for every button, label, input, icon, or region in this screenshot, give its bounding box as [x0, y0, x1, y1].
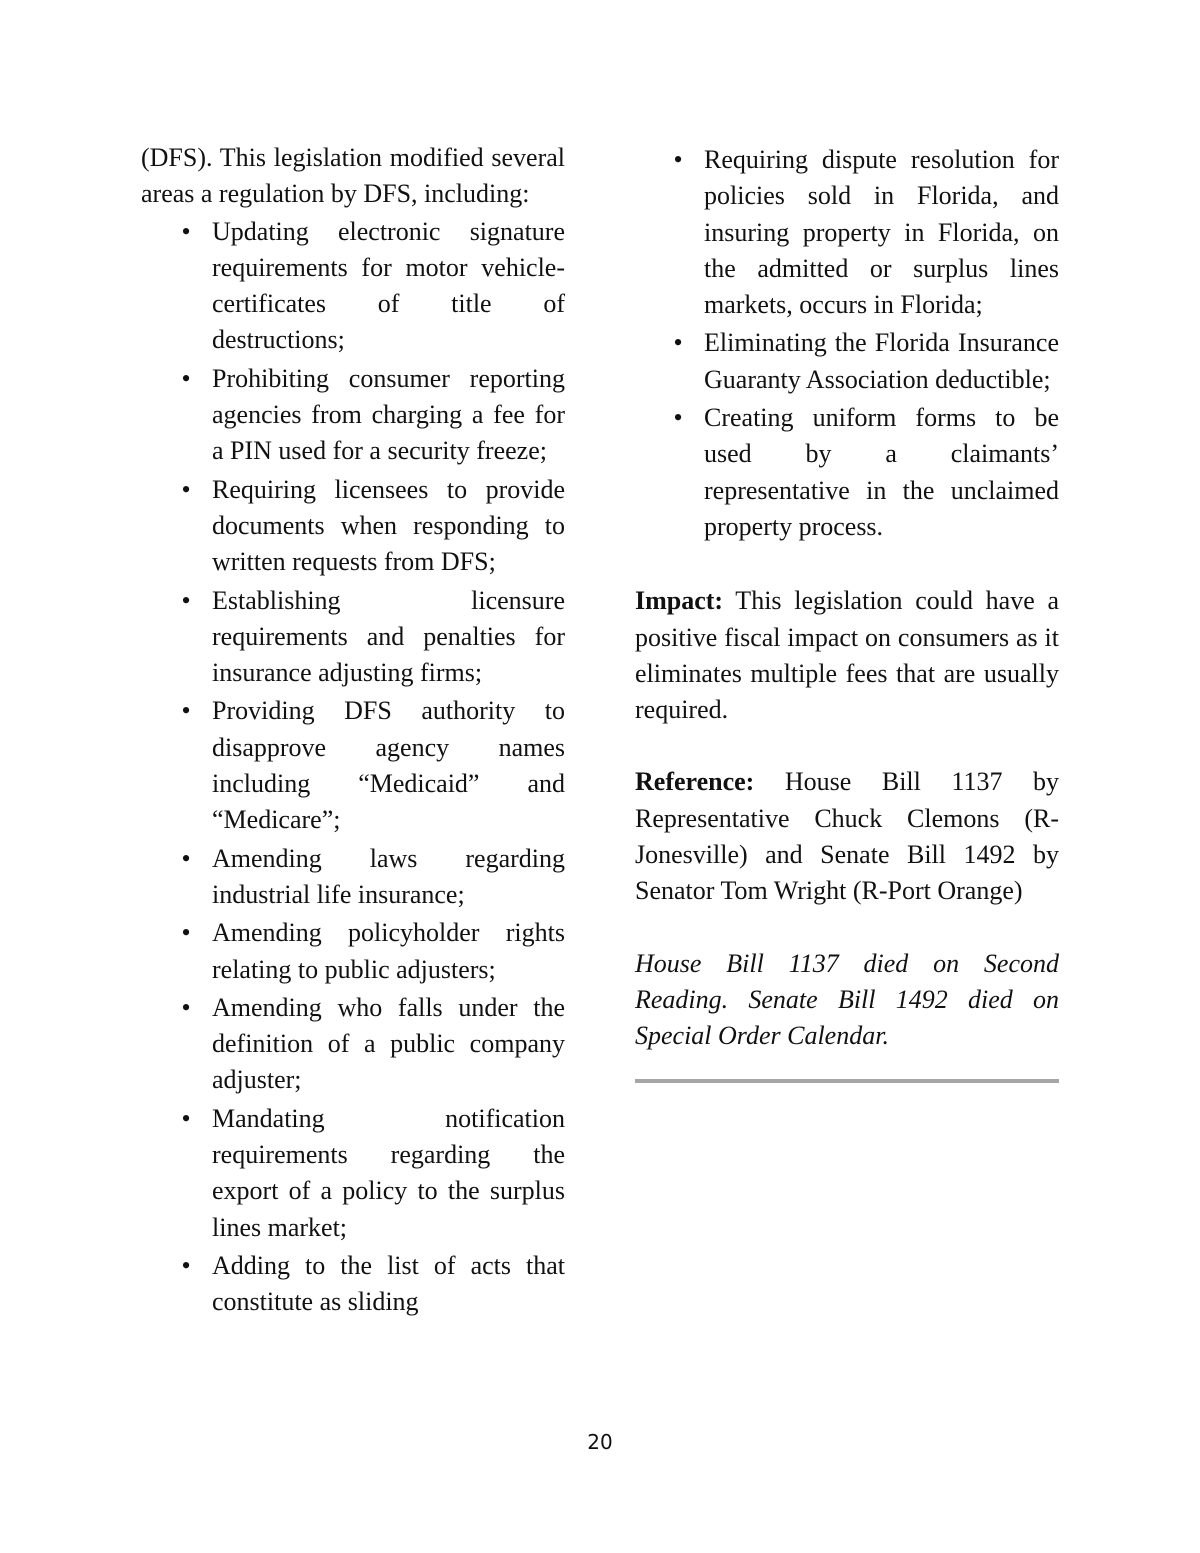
left-column: [141, 140, 565, 1323]
intro-paragraph: (DFS). This legislation modified several areas a regulation by DFS, including:: [141, 143, 565, 209]
list-item-text: Updating electronic signature requirements for motor vehicle-certificates of title of destructions;: [212, 216, 565, 355]
bullet-icon: •: [181, 696, 191, 726]
list-item-text: Creating uniform forms to be used by a claimants’ representative in the unclaimed property process.: [704, 403, 1059, 541]
list-item-text: Eliminating the Florida Insurance Guaranty Association deductible;: [704, 328, 1059, 394]
list-item: [141, 1248, 565, 1321]
list-item: [633, 400, 1059, 545]
list-item: [633, 142, 1059, 323]
bullet-icon: •: [673, 328, 683, 358]
list-item-text: Providing DFS authority to disapprove agency names including “Medicaid” and “Medicare”;: [212, 696, 565, 835]
list-item-text: Adding to the list of acts that constitute as sliding: [212, 1250, 565, 1317]
list-item-text: Amending policyholder rights relating to public adjusters;: [212, 918, 565, 984]
bullet-icon: •: [181, 1250, 191, 1280]
bullet-icon: •: [673, 145, 683, 174]
bullet-icon: •: [181, 843, 191, 873]
page-number: 20: [587, 1430, 613, 1454]
list-item: [141, 693, 565, 838]
list-item: [141, 214, 565, 359]
bullet-icon: •: [181, 1103, 191, 1133]
list-item: [141, 915, 565, 988]
bullet-icon: •: [181, 216, 191, 246]
left-bullet-list: [141, 214, 565, 1321]
bullet-icon: •: [181, 474, 191, 504]
list-item: [141, 472, 565, 581]
impact-label: Impact:: [635, 586, 724, 616]
list-item: [141, 990, 565, 1099]
bullet-icon: •: [181, 992, 191, 1022]
right-column: [635, 140, 1059, 1083]
bill-status-note: House Bill 1137 died on Second Reading. Senate Bill 1492 died on Special Order Calendar.: [635, 948, 1059, 1051]
reference-label: Reference:: [635, 767, 755, 797]
reference-paragraph: [635, 764, 1059, 909]
section-divider: [635, 1079, 1059, 1083]
list-item-text: Requiring licensees to provide documents when responding to written requests from DFS;: [212, 474, 565, 577]
bullet-icon: •: [673, 403, 683, 433]
bullet-icon: •: [181, 363, 191, 393]
list-item: [141, 841, 565, 914]
list-item-text: Establishing licensure requirements and penalties for insurance adjusting firms;: [212, 585, 565, 688]
list-item-text: Mandating notification requirements regarding the export of a policy to the surplus lines market;: [212, 1103, 565, 1242]
reference-text: House Bill 1137 by Representative Chuck Clemons (R-Jonesville) and Senate Bill 1492 by Senator Tom Wright (R-Port Orange): [635, 767, 1059, 906]
list-item-text: Requiring dispute resolution for policies sold in Florida, and insuring property in Florida, on the admitted or surplus lines markets, occurs in Florida;: [704, 145, 1059, 320]
list-item: [141, 583, 565, 692]
impact-text: This legislation could have a positive fiscal impact on consumers as it eliminates multiple fees that are usually required.: [635, 586, 1059, 725]
impact-paragraph: [635, 583, 1059, 728]
list-item: [633, 325, 1059, 398]
list-item-text: Amending laws regarding industrial life insurance;: [212, 843, 565, 909]
list-item-text: Amending who falls under the definition of a public company adjuster;: [212, 992, 565, 1095]
bullet-icon: •: [181, 585, 191, 615]
list-item: [141, 1101, 565, 1246]
list-item: [141, 361, 565, 470]
right-bullet-list: [633, 142, 1059, 545]
bullet-icon: •: [181, 918, 191, 948]
list-item-text: Prohibiting consumer reporting agencies from charging a fee for a PIN used for a security freeze;: [212, 363, 565, 466]
